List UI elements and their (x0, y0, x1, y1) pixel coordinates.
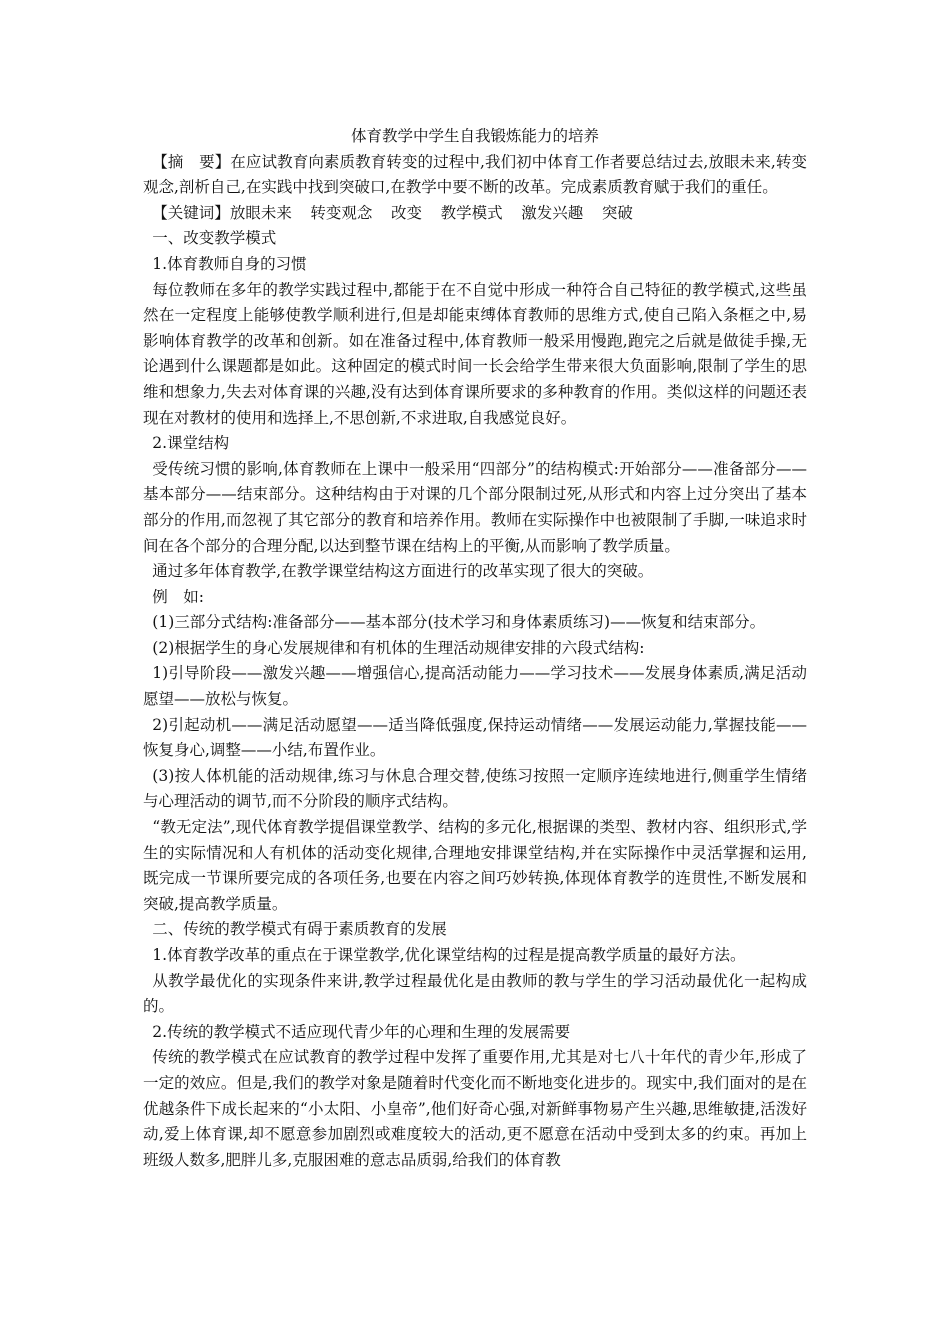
body-paragraph: “教无定法”,现代体育教学提倡课堂教学、结构的多元化,根据课的类型、教材内容、组织形式,学生的实际情况和人有机体的活动变化规律,合理地安排课堂结构,并在实际操作中灵活掌握和运用,既完成一节课所要完成的各项任务,也要在内容之间巧妙转换,体现体育教学的连贯性,不断发展和突破,提高教学质量。 (143, 818, 807, 913)
subsection-heading: 2.传统的教学模式不适应现代青少年的心理和生理的发展需要 (152, 1022, 571, 1041)
list-item: 2)引起动机——满足活动愿望——适当降低强度,保持运动情绪——发展运动能力,掌握技能——恢复身心,调整——小结,布置作业。 (143, 715, 807, 760)
list-item: (1)三部分式结构:准备部分——基本部分(技术学习和身体素质练习)——恢复和结束部分。 (152, 613, 766, 632)
keyword: 转变观念 (310, 203, 373, 222)
list-item: 1)引导阶段——激发兴趣——增强信心,提高活动能力——学习技术——发展身体素质,满足活动愿望——放松与恢复。 (143, 664, 807, 709)
body-paragraph: 通过多年体育教学,在教学课堂结构这方面进行的改革实现了很大的突破。 (152, 562, 654, 581)
keyword: 突破 (601, 203, 633, 222)
body-paragraph: 受传统习惯的影响,体育教师在上课中一般采用“四部分”的结构模式:开始部分——准备部分——基本部分——结束部分。这种结构由于对课的几个部分限制过死,从形式和内容上过分突出了基本部分的作用,而忽视了其它部分的教育和培养作用。教师在实际操作中也被限制了手脚,一味追求时间在各个部分的合理分配,以达到整节课在结构上的平衡,从而影响了教学质量。 (143, 459, 807, 555)
section-heading: 一、改变教学模式 (152, 229, 277, 248)
list-item: (3)按人体机能的活动规律,练习与休息合理交替,使练习按照一定顺序连续地进行,侧重学生情绪与心理活动的调节,而不分阶段的顺序式结构。 (143, 766, 807, 811)
subsection-heading: 2.课堂结构 (152, 434, 230, 453)
subsection-heading: 1.体育教学改革的重点在于课堂教学,优化课堂结构的过程是提高教学质量的最好方法。 (152, 946, 746, 964)
keyword: 教学模式 (440, 203, 503, 222)
example-label: 例 如: (152, 587, 205, 606)
document-title: 体育教学中学生自我锻炼能力的培养 (350, 127, 599, 145)
abstract: 【摘 要】在应试教育向素质教育转变的过程中,我们初中体育工作者要总结过去,放眼未来,转变观念,剖析自己,在实践中找到突破口,在教学中要不断的改革。完成素质教育赋于我们的重任。 (143, 152, 807, 197)
keyword: 改变 (391, 203, 423, 222)
document-page (143, 124, 807, 1173)
keyword: 激发兴趣 (521, 203, 584, 222)
body-paragraph: 每位教师在多年的教学实践过程中,都能于在不自觉中形成一种符合自己特征的教学模式,这些虽然在一定程度上能够使教学顺利进行,但是却能束缚体育教师的思维方式,使自己陷入条框之中,易影响体育教学的改革和创新。如在准备过程中,体育教师一般采用慢跑,跑完之后就是做徒手操,无论遇到什么课题都是如此。这种固定的模式时间一长会给学生带来很大负面影响,限制了学生的思维和想象力,失去对体育课的兴趣,没有达到体育课所要求的多种教育的作用。类似这样的问题还表现在对教材的使用和选择上,不思创新,不求进取,自我感觉良好。 (143, 280, 807, 427)
keywords-label: 【关键词】 (152, 203, 230, 222)
list-item: (2)根据学生的身心发展规律和有机体的生理活动规律安排的六段式结构: (152, 638, 645, 657)
body-paragraph: 传统的教学模式在应试教育的教学过程中发挥了重要作用,尤其是对七八十年代的青少年,形成了一定的效应。但是,我们的教学对象是随着时代变化而不断地变化进步的。现实中,我们面对的是在优越条件下成长起来的“小太阳、小皇帝”,他们好奇心强,对新鲜事物易产生兴趣,思维敏捷,活泼好动,爱上体育课,却不愿意参加剧烈或难度较大的活动,更不愿意在活动中受到太多的约束。再加上班级人数多,肥胖儿多,克服困难的意志品质弱,给我们的体育教 (143, 1048, 807, 1169)
subsection-heading: 1.体育教师自身的习惯 (152, 254, 307, 273)
keywords-line (143, 201, 807, 227)
body-paragraph: 从教学最优化的实现条件来讲,教学过程最优化是由教师的教与学生的学习活动最优化一起构成的。 (143, 971, 807, 1016)
keyword: 放眼未来 (229, 203, 292, 222)
section-heading: 二、传统的教学模式有碍于素质教育的发展 (152, 920, 447, 939)
